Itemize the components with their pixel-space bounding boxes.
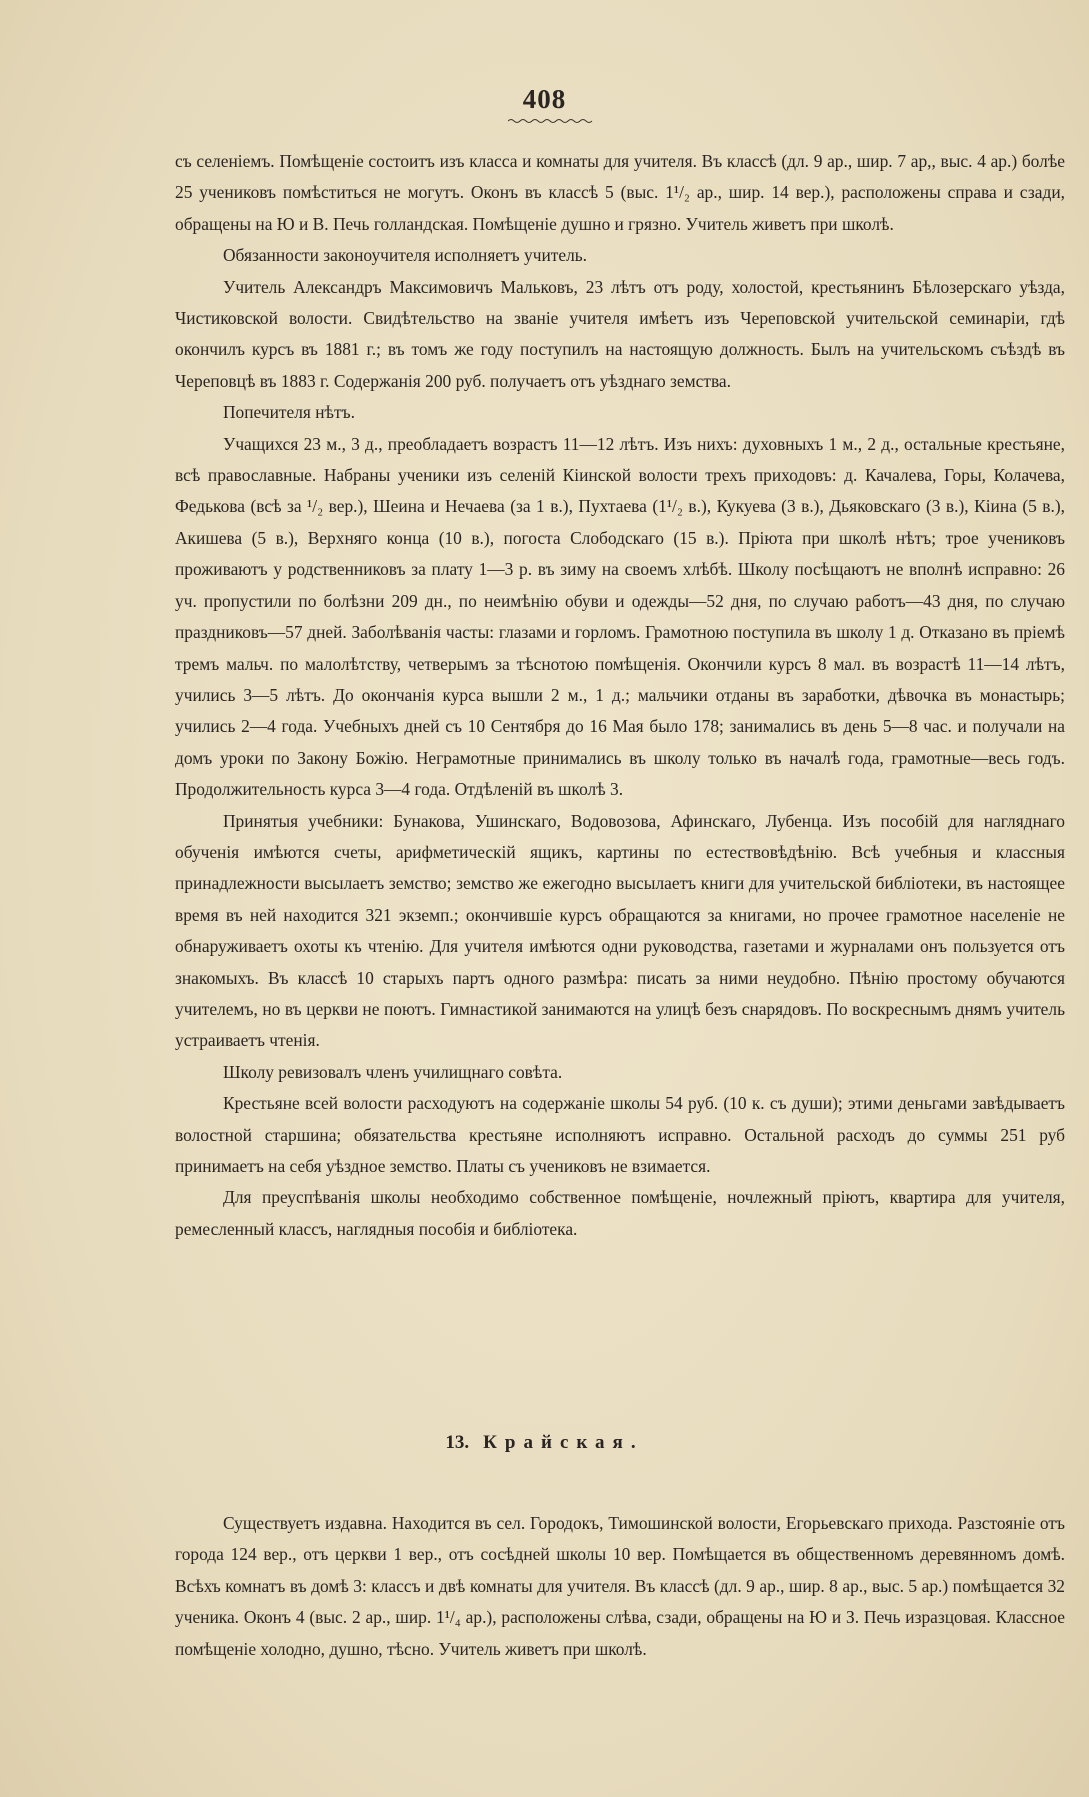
paragraph: Попечителя нѣтъ. xyxy=(223,402,355,423)
paragraph: Принятыя учебники: Бунакова, Ушинскаго, Водовозова, Афинскаго, Лубенца. Изъ пособій для нагляднаго обученія имѣются счеты, арифметическій ящикъ, картины по естествовѣдѣнію. Всѣ учебныя и классныя принадлежности высылаетъ земство; земство же ежегодно высылаетъ книги для учительской библіотеки, въ настоящее время въ ней находится 321 экземп.; окончившіе курсъ обращаются за книгами, но прочее грамотное населеніе не обнаруживаетъ охоты къ чтенію. Для учителя имѣются одни руководства, газетами и журналами онъ пользуется отъ знакомыхъ. Въ классѣ 10 старыхъ партъ одного размѣра: писать за ними неудобно. Пѣнію простому обучаются учителемъ, но въ церкви не поютъ. Гимнастикой занимаются на улицѣ безъ снарядовъ. По воскреснымъ днямъ учитель устраиваетъ чтенія. xyxy=(175,810,1065,1051)
paragraph: Учащихся 23 м., 3 д., преобладаетъ возрастъ 11—12 лѣтъ. Изъ нихъ: духовныхъ 1 м., 2 д., остальные крестьяне, всѣ православные. Набраны ученики изъ селеній Кіинской волости трехъ приходовъ: д. Качалева, Горы, Колачева, Федькова (всѣ за ¹/₂ вер.), Шеина и Нечаева (за 1 в.), Пухтаева (1¹/₂ в.), Кукуева (3 в.), Дьяковскаго (3 в.), Кіина (5 в.), Акишева (5 в.), Верхняго конца (10 в.), погоста Слободскаго (15 в.). Пріюта при школѣ нѣтъ; трое учениковъ проживаютъ у родственниковъ за плату 1—3 р. въ зиму на своемъ хлѣбѣ. Школу посѣщаютъ не вполнѣ исправно: 26 уч. пропустили по болѣзни 209 дн., по неимѣнію обуви и одежды—52 дня, по случаю работъ—43 дня, по случаю праздниковъ—57 дней. Заболѣванія часты: глазами и горломъ. Грамотною поступила въ школу 1 д. Отказано въ пріемѣ тремъ мальч. по малолѣтству, четверымъ за тѣснотою помѣщенія. Окончили курсъ 8 мал. въ возрастѣ 11—14 лѣтъ, учились 3—5 лѣтъ. До окончанія курса вышли 2 м., 1 д.; мальчики отданы въ заработки, дѣвочка въ монастырь; учились 2—4 года. Учебныхъ дней съ 10 Сентября до 16 Мая было 178; занимались въ день 5—8 час. и получали на домъ уроки по Закону Божію. Неграмотные принимались въ школу только въ началѣ года, грамотные—весь годъ. Продолжительность курса 3—4 года. Отдѣленій въ школѣ 3. xyxy=(175,433,1065,800)
paragraph: Для преуспѣванія школы необходимо собственное помѣщеніе, ночлежный пріютъ, квартира для учителя, ремесленный классъ, наглядныя пособія и библіотека. xyxy=(175,1187,1065,1239)
paragraph: съ селеніемъ. Помѣщеніе состоитъ изъ класса и комнаты для учителя. Въ классѣ (дл. 9 ар., шир. 7 ар,, выс. 4 ар.) болѣе 25 учениковъ помѣститься не могутъ. Оконъ въ классѣ 5 (выс. 1¹/₂ ар., шир. 14 вер.), расположены справа и сзади, обращены на Ю и В. Печь голландская. Помѣщеніе душно и грязно. Учитель живетъ при школѣ. xyxy=(175,151,1065,234)
section-text-block xyxy=(175,1508,1065,1665)
page-number: 408 xyxy=(522,84,567,114)
paragraph: Школу ревизовалъ членъ училищнаго совѣта. xyxy=(223,1061,563,1082)
section-title: Крайская. xyxy=(483,1432,644,1453)
paragraph: Обязанности законоучителя исполняетъ учитель. xyxy=(223,245,588,266)
decorative-wavy-underline xyxy=(508,118,594,124)
paragraph: Крестьяне всей волости расходуютъ на содержаніе школы 54 руб. (10 к. съ души); этими деньгами завѣдываетъ волостной старшина; обязательства крестьяне исполняютъ исправно. Остальной расходъ до суммы 251 руб принимаетъ на себя уѣздное земство. Платы съ учениковъ не взимается. xyxy=(175,1093,1065,1176)
section-number: 13. xyxy=(445,1432,470,1453)
main-text-block xyxy=(175,146,1065,1245)
paragraph: Учитель Александръ Максимовичъ Мальковъ, 23 лѣтъ отъ роду, холостой, крестьянинъ Бѣлозерскаго уѣзда, Чистиковской волости. Свидѣтельство на званіе учителя имѣетъ изъ Череповской учительской семинаріи, гдѣ окончилъ курсъ въ 1881 г.; въ томъ же году поступилъ на настоящую должность. Былъ на учительскомъ съѣздѣ въ Череповцѣ въ 1883 г. Содержанія 200 руб. получаетъ отъ уѣзднаго земства. xyxy=(175,276,1065,391)
paragraph: Существуетъ издавна. Находится въ сел. Городокъ, Тимошинской волости, Егорьевскаго прихода. Разстояніе отъ города 124 вер., отъ церкви 1 вер., отъ сосѣдней школы 10 вер. Помѣщается въ общественномъ деревянномъ домѣ. Всѣхъ комнатъ въ домѣ 3: классъ и двѣ комнаты для учителя. Въ классѣ (дл. 9 ар., шир. 8 ар., выс. 5 ар.) помѣщается 32 ученика. Оконъ 4 (выс. 2 ар., шир. 1¹/₄ ар.), расположены слѣва, сзади, обращены на Ю и З. Печь изразцовая. Классное помѣщеніе холодно, душно, тѣсно. Учитель живетъ при школѣ. xyxy=(175,1513,1065,1659)
section-heading xyxy=(0,1432,1089,1454)
